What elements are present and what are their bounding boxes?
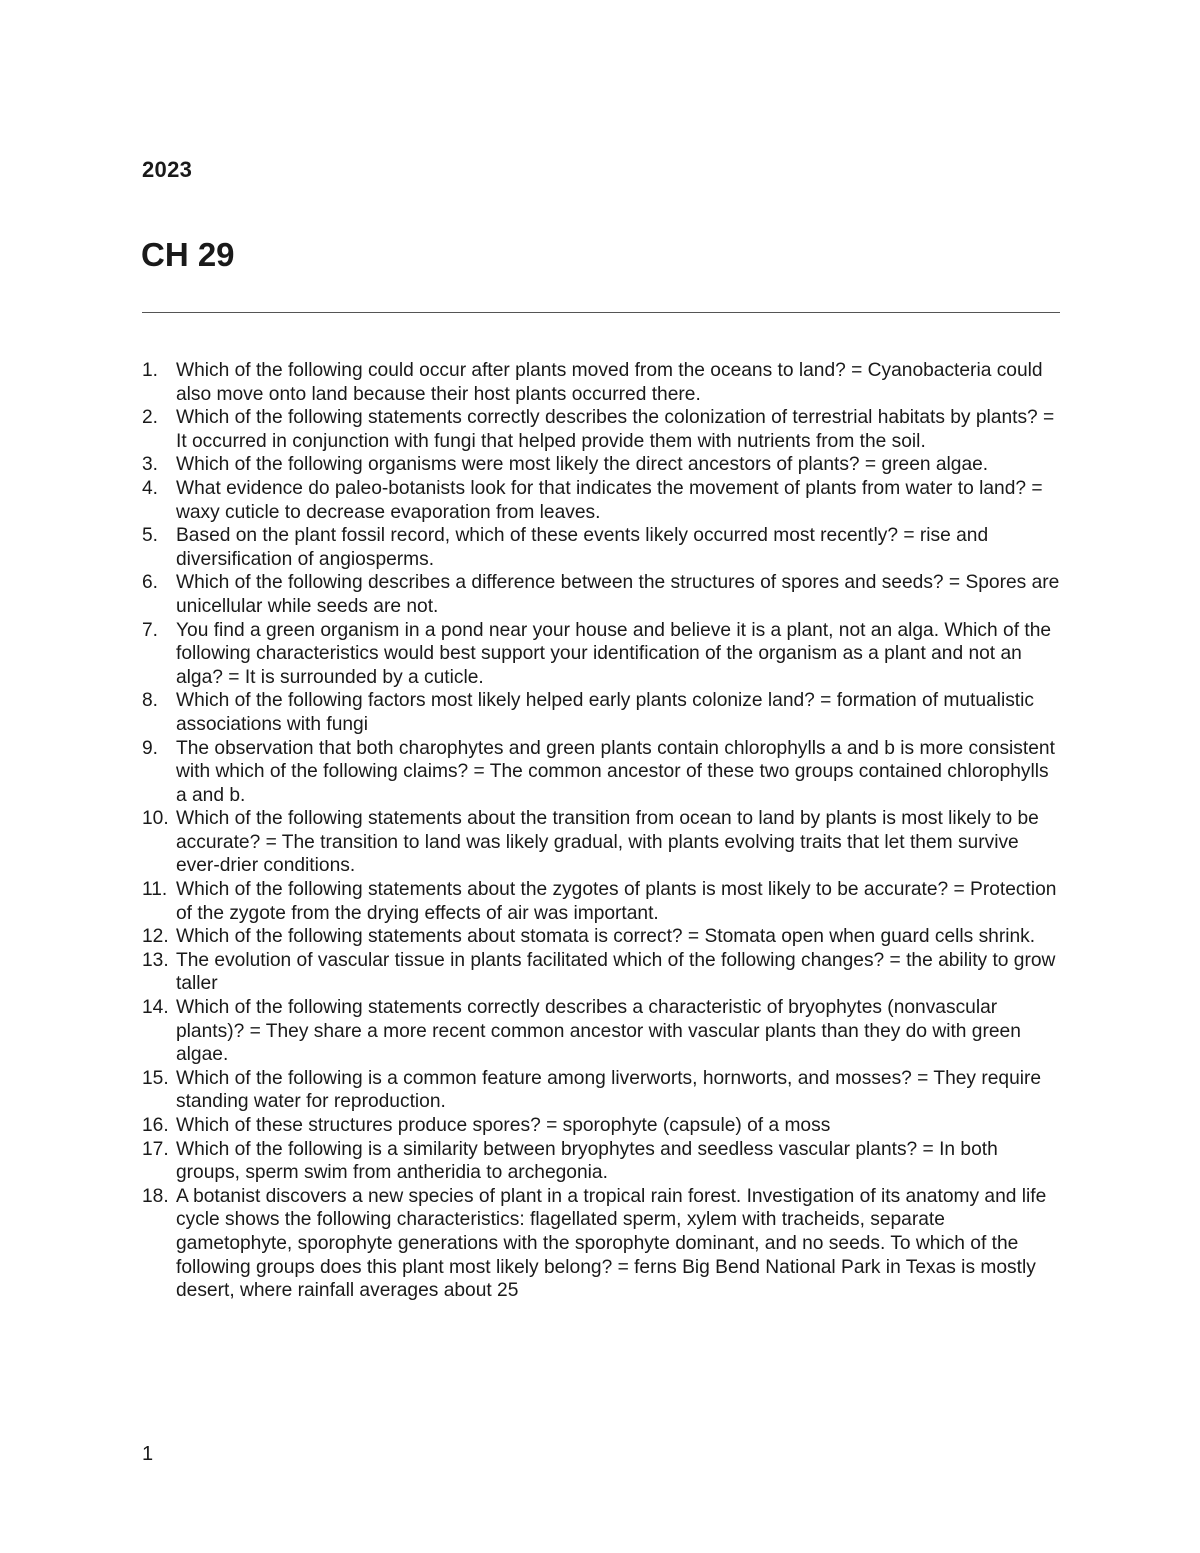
question-text: Which of the following organisms were most likely the direct ancestors of plants? = green algae. xyxy=(176,454,989,476)
question-text: The evolution of vascular tissue in plants facilitated which of the following changes? = the ability to grow taller xyxy=(176,949,1056,995)
question-number: 8. xyxy=(142,690,159,712)
question-text: Based on the plant fossil record, which of these events likely occurred most recently? = rise and diversification of angiosperms. xyxy=(176,525,989,570)
question-text: You find a green organism in a pond near your house and believe it is a plant, not an alga. Which of the following characteristics would best support your identification of the organism as a plant and not an alga? = It is surrounded by a cuticle. xyxy=(176,619,1052,688)
question-item xyxy=(142,1114,1062,1138)
question-text: Which of the following is a similarity between bryophytes and seedless vascular plants? = In both groups, sperm swim from antheridia to archegonia. xyxy=(176,1138,998,1184)
question-text: Which of the following statements correctly describes a characteristic of bryophytes (nonvascular plants)? = They share a more recent common ancestor with vascular plants than they do with green algae. xyxy=(176,997,1021,1066)
question-number: 12. xyxy=(142,926,169,948)
chapter-title: CH 29 xyxy=(141,236,235,273)
question-number: 11. xyxy=(142,879,168,901)
question-number: 6. xyxy=(142,572,159,594)
question-text: What evidence do paleo-botanists look for that indicates the movement of plants from water to land? = waxy cuticle to decrease evaporation from leaves. xyxy=(176,477,1043,523)
question-item xyxy=(142,689,1062,736)
divider xyxy=(142,312,1060,313)
question-number: 13. xyxy=(142,949,169,971)
question-item xyxy=(142,1138,1062,1185)
question-text: Which of the following statements correctly describes the colonization of terrestrial habitats by plants? = It occurred in conjunction with fungi that helped provide them with nutrients from the soil. xyxy=(176,407,1055,452)
question-item xyxy=(142,406,1062,453)
question-item xyxy=(142,453,1062,477)
question-item xyxy=(142,878,1062,925)
question-item xyxy=(142,737,1062,808)
question-text: Which of the following describes a difference between the structures of spores and seeds? = Spores are unicellular while seeds are not. xyxy=(176,572,1060,617)
question-text: Which of the following statements about stomata is correct? = Stomata open when guard cells shrink. xyxy=(176,926,1036,948)
question-text: Which of the following statements about the transition from ocean to land by plants is most likely to be accurate? = The transition to land was likely gradual, with plants evolving traits that let them survive ever-drier conditions. xyxy=(176,808,1039,877)
question-text: The observation that both charophytes and green plants contain chlorophylls a and b is more consistent with which of the following claims? = The common ancestor of these two groups contained chlorophylls a and b. xyxy=(176,737,1055,806)
question-number: 10. xyxy=(142,808,169,830)
question-number: 15. xyxy=(142,1067,169,1089)
question-number: 9. xyxy=(142,737,159,759)
question-item xyxy=(142,619,1062,690)
question-number: 3. xyxy=(142,454,159,476)
question-item xyxy=(142,996,1062,1067)
question-number: 14. xyxy=(142,997,169,1019)
question-number: 17. xyxy=(142,1138,169,1160)
question-text: Which of these structures produce spores? = sporophyte (capsule) of a moss xyxy=(176,1115,831,1136)
question-item xyxy=(142,1185,1062,1303)
question-item xyxy=(142,477,1062,524)
question-number: 7. xyxy=(142,619,159,641)
question-number: 18. xyxy=(142,1185,169,1207)
question-item xyxy=(142,1067,1062,1114)
question-number: 1. xyxy=(142,360,159,381)
question-item xyxy=(142,925,1062,949)
question-number: 16. xyxy=(142,1115,169,1136)
question-text: A botanist discovers a new species of plant in a tropical rain forest. Investigation of its anatomy and life cycle shows the following characteristics: flagellated sperm, xylem with tracheids, separate gametophyte, sporophyte generations with the sporophyte dominant, and no seeds. To which of the following groups does this plant most likely belong? = ferns Big Bend National Park in Texas is mostly desert, where rainfall averages about 25 xyxy=(176,1185,1047,1302)
question-number: 2. xyxy=(142,407,159,429)
question-item xyxy=(142,807,1062,878)
question-text: Which of the following could occur after plants moved from the oceans to land? = Cyanobacteria could also move onto land because their host plants occurred there. xyxy=(176,360,1043,405)
question-item xyxy=(142,359,1062,406)
question-number: 5. xyxy=(142,525,159,547)
page-number: 1 xyxy=(142,1443,154,1465)
question-item xyxy=(142,524,1062,571)
question-item xyxy=(142,949,1062,996)
document-year: 2023 xyxy=(142,157,193,182)
question-text: Which of the following statements about the zygotes of plants is most likely to be accurate? = Protection of the zygote from the drying effects of air was important. xyxy=(176,879,1057,924)
question-text: Which of the following is a common feature among liverworts, hornworts, and mosses? = They require standing water for reproduction. xyxy=(176,1067,1042,1113)
question-number: 4. xyxy=(142,477,159,499)
question-text: Which of the following factors most likely helped early plants colonize land? = formation of mutualistic associations with fungi xyxy=(176,690,1034,735)
question-item xyxy=(142,571,1062,618)
question-list xyxy=(142,359,1062,1303)
